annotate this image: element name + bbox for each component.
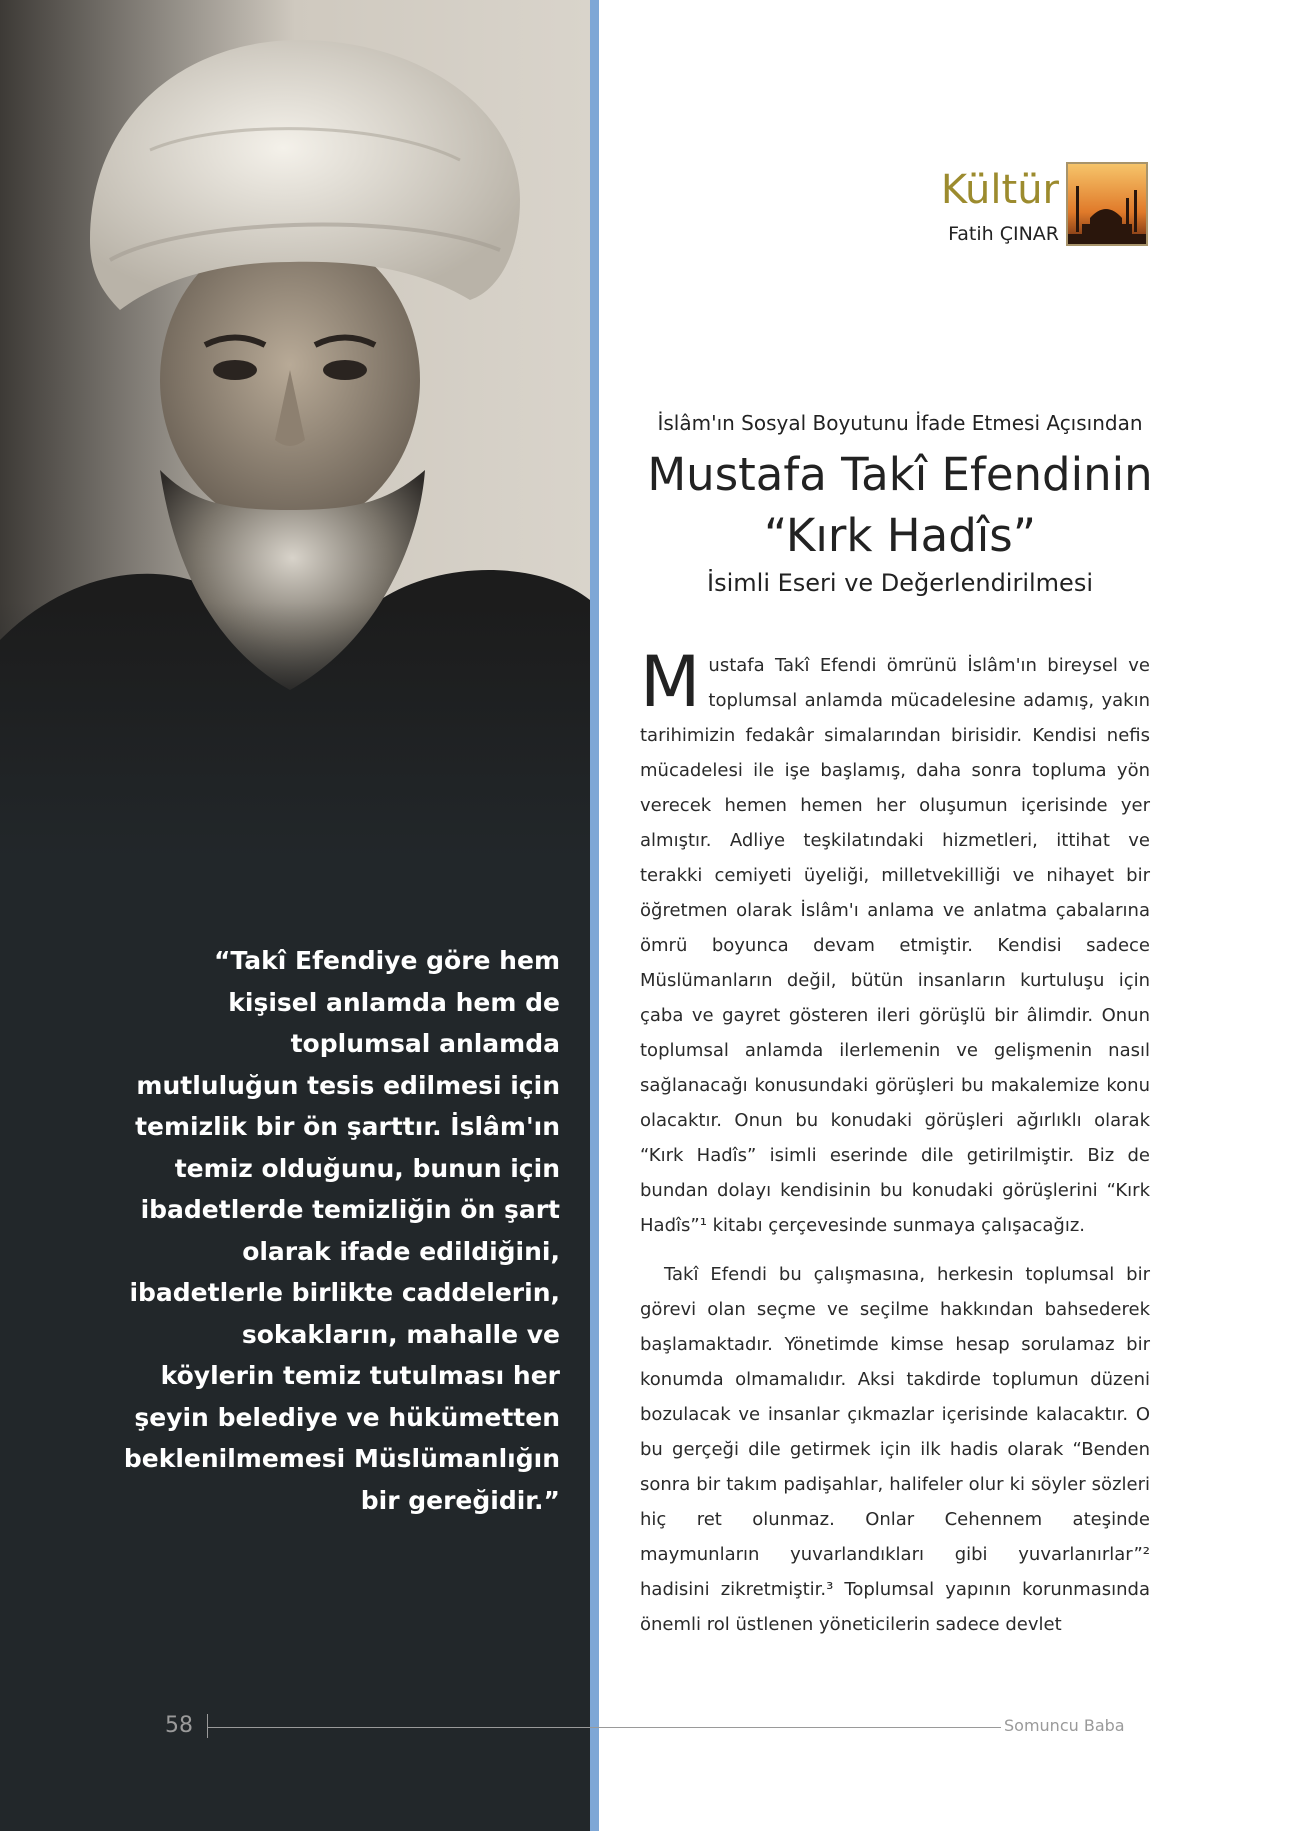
footer-divider-tick (207, 1714, 208, 1738)
paragraph-2: Takî Efendi bu çalışmasına, herkesin toplumsal bir görevi olan seçme ve seçilme hakkından bahsederek başlamaktadır. Yönetimde kimse hesap sorulamaz bir konumda olmamalıdır. Aksi takdirde toplumun düzeni bozulacak ve insanlar çıkmazlar içerisinde kalacaktır. O bu gerçeği dile getirmek için ilk hadis olarak “Benden sonra bir takım padişahlar, halifeler olur ki söyler sözleri hiç ret olunmaz. Onlar Cehennem ateşinde maymunların yuvarlandıkları gibi yuvarlanırlar”² hadisini zikretmiştir.³ Toplumsal yapının korunmasında önemli rol üstlenen yöneticilerin sadece devlet (640, 1264, 1150, 1635)
article-subtitle: İsimli Eseri ve Değerlendirilmesi (707, 569, 1093, 597)
pull-quote: “Takî Efendiye göre hem kişisel anlamda hem de toplumsal anlamda mutluluğun tesis edilmesi için temizlik bir ön şarttır. İslâm'ın temiz olduğunu, bunun için ibadetlerde temizliğin ön şart olarak ifade edildiğini, ibadetlerle birlikte caddelerin, sokakların, mahalle ve köylerin temiz tutulması her şeyin belediye ve hükümetten beklenilmemesi Müslümanlığın bir gereğidir.” (123, 946, 560, 1515)
magazine-name: Somuncu Baba (1004, 1716, 1125, 1735)
mosque-sunset-icon (1066, 162, 1148, 246)
paragraph-1-text: ustafa Takî Efendi ömrünü İslâm'ın bireysel ve toplumsal anlamda mücadelesine adamış, yakın tarihimizin fedakâr simalarından birisidir. Kendisi nefis mücadelesi ile işe başlamış, daha sonra topluma yön verecek hemen hemen her oluşumun içerisinde yer almıştır. Adliye teşkilatındaki hizmetleri, ittihat ve terakki cemiyeti üyeliği, milletvekilliği ve nihayet bir öğretmen olarak İslâm'ı anlama ve anlatma çabalarına ömrü boyunca devam etmiştir. Kendisi sadece Müslümanların değil, bütün insanların kurtuluşu için çaba ve gayret gösteren ileri görüşlü bir âlimdir. Onun toplumsal anlamda ilerlemenin ve gelişmenin nasıl sağlanacağı konusundaki görüşleri bu makalemize konu olacaktır. Onun bu konudaki görüşleri ağırlıklı olarak “Kırk Hadîs” isimli eserinde dile getirilmiştir. Biz de bundan dolayı kendisinin bu konudaki görüşlerini “Kırk Hadîs”¹ kitabı çerçevesinde sunmaya çalışacağız. (640, 655, 1150, 1236)
page-number: 58 (165, 1713, 193, 1738)
author-name: Fatih ÇINAR (948, 223, 1059, 245)
paragraph-1 (640, 641, 1150, 1243)
article-kicker: İslâm'ın Sosyal Boyutunu İfade Etmesi Açısından (657, 411, 1143, 435)
footer-rule (207, 1727, 1001, 1728)
section-title: Kültür (940, 167, 1059, 213)
accent-bar (590, 0, 599, 1831)
left-panel (0, 0, 590, 1831)
article-title-line-2: “Kırk Hadîs” (763, 509, 1037, 562)
article-title-line-1: Mustafa Takî Efendinin (647, 448, 1153, 501)
portrait-photo (0, 0, 590, 860)
drop-cap: M (640, 641, 701, 723)
article-body (640, 641, 1150, 1642)
